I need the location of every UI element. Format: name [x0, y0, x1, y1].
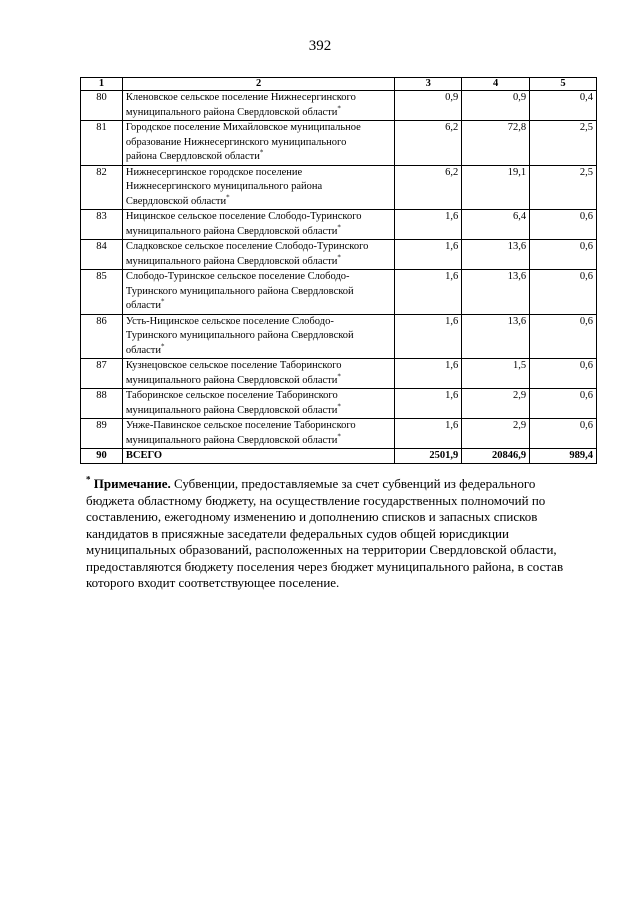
table-row — [81, 240, 597, 270]
total-number: 90 — [81, 449, 123, 464]
header-col-2: 2 — [122, 78, 394, 91]
municipality-name-line: Нижнесергинского муниципального района — [125, 181, 323, 192]
municipality-name-line: Слободо-Туринское сельское поселение Слободо- — [125, 271, 350, 282]
municipality-name — [122, 121, 394, 166]
total-col-5: 989,4 — [530, 449, 597, 464]
municipality-name — [122, 91, 394, 121]
footnote-mark: * — [337, 104, 341, 112]
value-col-5: 0,6 — [530, 359, 597, 389]
value-col-5: 0,6 — [530, 419, 597, 449]
municipality-name — [122, 419, 394, 449]
value-col-5: 0,6 — [530, 240, 597, 270]
value-col-3: 1,6 — [395, 389, 462, 419]
municipality-name — [122, 314, 394, 359]
value-col-3: 1,6 — [395, 359, 462, 389]
table-header-row — [81, 78, 597, 91]
municipality-name — [122, 359, 394, 389]
municipality-name-line: Кленовское сельское поселение Нижнесергинского — [125, 92, 356, 103]
value-col-5: 0,6 — [530, 270, 597, 315]
municipality-name-line: области — [125, 344, 162, 356]
row-number: 84 — [81, 240, 123, 270]
row-number: 81 — [81, 121, 123, 166]
value-col-3: 6,2 — [395, 121, 462, 166]
value-col-3: 1,6 — [395, 210, 462, 240]
value-col-3: 1,6 — [395, 270, 462, 315]
footnote-mark: * — [161, 297, 165, 306]
municipality-name-line: муниципального района Свердловской области — [125, 106, 338, 118]
total-label: ВСЕГО — [122, 449, 394, 464]
table-row — [81, 389, 597, 419]
value-col-5: 0,6 — [530, 314, 597, 359]
municipality-name-line: Сладковское сельское поселение Слободо-Туринского — [125, 241, 369, 252]
value-col-4: 13,6 — [462, 240, 530, 270]
page-number: 392 — [308, 38, 332, 54]
municipality-name-line: Таборинское сельское поселение Таборинского — [125, 390, 338, 401]
footnote-mark: * — [337, 432, 341, 440]
municipality-name — [122, 210, 394, 240]
footnote-note — [86, 476, 566, 592]
row-number: 87 — [81, 359, 123, 389]
value-col-4: 0,9 — [462, 91, 530, 121]
note-text: Субвенции, предоставляемые за счет субвенций из федерального бюджета областному бюджету, на осуществление государственных полномочий по составлению, ежегодному изменению и дополнению списков и запасных списков кандидатов в присяжные заседатели федеральных судов общей юрисдикции муниципальных образований, расположенных на территории Свердловской области, предоставляются бюджету поселения через бюджет муниципального района, в состав которого входит соответствующее поселение. — [86, 476, 564, 590]
municipality-name-line: Кузнецовское сельское поселение Таборинского — [125, 360, 342, 371]
row-number: 82 — [81, 165, 123, 210]
municipality-name-line: муниципального района Свердловской области — [125, 225, 338, 237]
footnote-mark: * — [337, 223, 341, 231]
value-col-5: 2,5 — [530, 165, 597, 210]
footnote-mark: * — [337, 372, 341, 380]
value-col-4: 2,9 — [462, 389, 530, 419]
header-col-1: 1 — [81, 78, 123, 91]
value-col-4: 1,5 — [462, 359, 530, 389]
table-row — [81, 359, 597, 389]
header-col-3: 3 — [395, 78, 462, 91]
row-number: 85 — [81, 270, 123, 315]
header-col-4: 4 — [462, 78, 530, 91]
municipality-name-line: Свердловской области — [125, 195, 227, 207]
value-col-5: 0,6 — [530, 210, 597, 240]
municipality-name — [122, 389, 394, 419]
municipality-name-line: муниципального района Свердловской области — [125, 374, 338, 386]
municipality-name-line: Туринского муниципального района Свердловской — [125, 285, 354, 297]
footnote-mark: * — [337, 253, 341, 261]
header-col-5: 5 — [530, 78, 597, 91]
row-number: 86 — [81, 314, 123, 359]
municipality-name-line: Усть-Ницинское сельское поселение Слободо- — [125, 315, 334, 327]
municipality-name-line: Унже-Павинское сельское поселение Таборинского — [125, 420, 356, 431]
total-row — [81, 449, 597, 464]
value-col-4: 6,4 — [462, 210, 530, 240]
subvention-table — [80, 77, 597, 464]
row-number: 88 — [81, 389, 123, 419]
table-row — [81, 210, 597, 240]
municipality-name — [122, 240, 394, 270]
footnote-mark: * — [161, 342, 165, 350]
value-col-4: 19,1 — [462, 165, 530, 210]
value-col-3: 6,2 — [395, 165, 462, 210]
municipality-name-line: образование Нижнесергинского муниципального — [125, 136, 347, 148]
table-row — [81, 270, 597, 315]
municipality-name — [122, 165, 394, 210]
value-col-4: 13,6 — [462, 314, 530, 359]
municipality-name-line: Ницинское сельское поселение Слободо-Туринского — [125, 211, 362, 222]
value-col-3: 1,6 — [395, 240, 462, 270]
value-col-5: 2,5 — [530, 121, 597, 166]
note-label: Примечание. — [93, 476, 171, 491]
value-col-3: 1,6 — [395, 314, 462, 359]
value-col-3: 1,6 — [395, 419, 462, 449]
footnote-mark: * — [259, 148, 264, 157]
municipality-name-line: муниципального района Свердловской области — [125, 404, 338, 416]
value-col-4: 13,6 — [462, 270, 530, 315]
municipality-name-line: Городское поселение Михайловское муниципальное — [125, 122, 361, 133]
value-col-4: 2,9 — [462, 419, 530, 449]
municipality-name-line: муниципального района Свердловской области — [125, 434, 338, 446]
row-number: 89 — [81, 419, 123, 449]
municipality-name — [122, 270, 394, 315]
municipality-name-line: области — [125, 300, 162, 311]
footnote-mark: * — [337, 402, 341, 410]
municipality-name-line: муниципального района Свердловской области — [125, 255, 338, 267]
table-row — [81, 419, 597, 449]
municipality-name-line: Туринского муниципального района Свердловской — [125, 330, 354, 341]
footnote-mark: * — [226, 193, 230, 201]
total-col-4: 20846,9 — [462, 449, 530, 464]
municipality-name-line: Нижнесергинское городское поселение — [125, 166, 303, 178]
value-col-3: 0,9 — [395, 91, 462, 121]
table-row — [81, 91, 597, 121]
value-col-4: 72,8 — [462, 121, 530, 166]
total-col-3: 2501,9 — [395, 449, 462, 464]
table-row — [81, 314, 597, 359]
note-mark: * — [86, 474, 91, 485]
value-col-5: 0,6 — [530, 389, 597, 419]
table-row — [81, 165, 597, 210]
row-number: 80 — [81, 91, 123, 121]
table-row — [81, 121, 597, 166]
value-col-5: 0,4 — [530, 91, 597, 121]
row-number: 83 — [81, 210, 123, 240]
municipality-name-line: района Свердловской области — [125, 151, 260, 162]
